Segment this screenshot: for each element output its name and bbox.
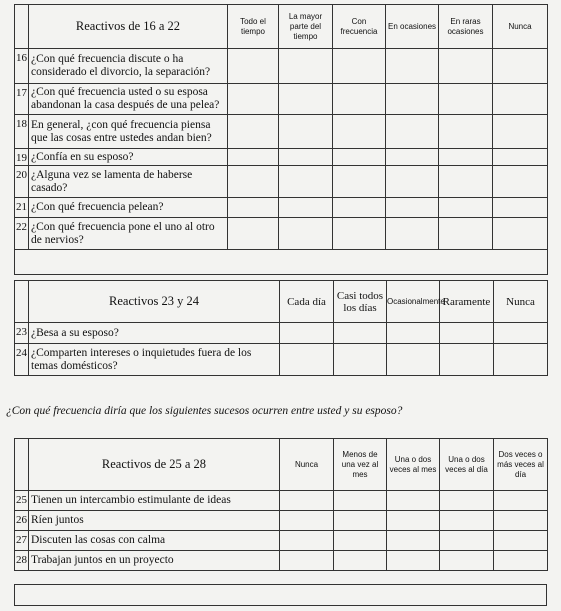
answer-cell[interactable]	[387, 551, 440, 571]
section-title: Reactivos de 16 a 22	[29, 5, 228, 49]
answer-cell[interactable]	[386, 49, 439, 84]
item-text: ¿Con qué frecuencia usted o su esposa abandonan la casa después de una pelea?	[29, 84, 228, 115]
col-header: Nunca	[493, 5, 548, 49]
answer-cell[interactable]	[279, 198, 333, 218]
answer-cell[interactable]	[280, 491, 334, 511]
item-text: Ríen juntos	[29, 511, 280, 531]
answer-cell[interactable]	[386, 115, 439, 149]
header-num-cell	[15, 281, 29, 323]
answer-cell[interactable]	[279, 84, 333, 115]
header-row	[15, 439, 548, 491]
col-header: Nunca	[494, 281, 548, 323]
col-header: Con frecuencia	[333, 5, 386, 49]
item-number: 27	[15, 531, 29, 551]
spacer-row	[15, 250, 548, 275]
blank-row	[15, 250, 548, 275]
item-number: 21	[15, 198, 29, 218]
answer-cell[interactable]	[493, 198, 548, 218]
table-reactivos-23-24	[14, 280, 548, 376]
item-text: ¿Confía en su esposo?	[29, 149, 228, 166]
table-reactivos-16-22	[14, 4, 548, 275]
table-reactivos-25-28	[14, 438, 548, 571]
item-text: En general, ¿con qué frecuencia piensa que las cosas entre ustedes andan bien?	[29, 115, 228, 149]
col-header: Nunca	[280, 439, 334, 491]
item-number: 25	[15, 491, 29, 511]
col-header: Una o dos veces al mes	[387, 439, 440, 491]
col-header: Cada día	[280, 281, 334, 323]
item-text: ¿Besa a su esposo?	[29, 323, 280, 344]
item-number: 17	[15, 84, 29, 115]
answer-cell[interactable]	[334, 531, 387, 551]
answer-cell[interactable]	[228, 198, 279, 218]
answer-cell[interactable]	[440, 551, 494, 571]
answer-cell[interactable]	[280, 323, 334, 344]
item-number: 26	[15, 511, 29, 531]
blank-bottom-box	[14, 584, 547, 606]
table-row	[15, 218, 548, 250]
header-row	[15, 5, 548, 49]
answer-cell[interactable]	[334, 551, 387, 571]
table-row	[15, 84, 548, 115]
answer-cell[interactable]	[439, 149, 493, 166]
answer-cell[interactable]	[333, 149, 386, 166]
answer-cell[interactable]	[440, 323, 494, 344]
col-header: La mayor parte del tiempo	[279, 5, 333, 49]
table-row	[15, 323, 548, 344]
answer-cell[interactable]	[494, 531, 548, 551]
item-number: 18	[15, 115, 29, 149]
item-number: 20	[15, 166, 29, 198]
answer-cell[interactable]	[493, 218, 548, 250]
item-number: 23	[15, 323, 29, 344]
answer-cell[interactable]	[493, 166, 548, 198]
answer-cell[interactable]	[279, 166, 333, 198]
item-text: ¿Comparten intereses o inquietudes fuera de los temas domésticos?	[29, 344, 280, 376]
answer-cell[interactable]	[280, 511, 334, 531]
answer-cell[interactable]	[493, 115, 548, 149]
answer-cell[interactable]	[439, 218, 493, 250]
answer-cell[interactable]	[280, 531, 334, 551]
answer-cell[interactable]	[493, 49, 548, 84]
table-row	[15, 166, 548, 198]
answer-cell[interactable]	[279, 49, 333, 84]
answer-cell[interactable]	[387, 344, 440, 376]
table-row	[15, 511, 548, 531]
col-header: Dos veces o más veces al día	[494, 439, 548, 491]
col-header: Una o dos veces al día	[440, 439, 494, 491]
item-text: ¿Con qué frecuencia pone el uno al otro de nervios?	[29, 218, 228, 250]
answer-cell[interactable]	[334, 323, 387, 344]
item-number: 28	[15, 551, 29, 571]
col-header: Todo el tiempo	[228, 5, 279, 49]
answer-cell[interactable]	[334, 344, 387, 376]
header-num-cell	[15, 5, 29, 49]
header-num-cell	[15, 439, 29, 491]
answer-cell[interactable]	[386, 84, 439, 115]
answer-cell[interactable]	[228, 149, 279, 166]
answer-cell[interactable]	[279, 218, 333, 250]
answer-cell[interactable]	[228, 218, 279, 250]
answer-cell[interactable]	[334, 511, 387, 531]
answer-cell[interactable]	[228, 115, 279, 149]
answer-cell[interactable]	[387, 511, 440, 531]
answer-cell[interactable]	[439, 166, 493, 198]
table-row	[15, 198, 548, 218]
item-number: 22	[15, 218, 29, 250]
answer-cell[interactable]	[439, 49, 493, 84]
table-row	[15, 49, 548, 84]
answer-cell[interactable]	[494, 323, 548, 344]
col-header: Raramente	[440, 281, 494, 323]
section-title: Reactivos 23 y 24	[29, 281, 280, 323]
table-row	[15, 531, 548, 551]
frequency-question: ¿Con qué frecuencia diría que los siguientes sucesos ocurren entre usted y su esposo?	[6, 405, 403, 417]
item-number: 19	[15, 149, 29, 166]
section-title: Reactivos de 25 a 28	[29, 439, 280, 491]
answer-cell[interactable]	[333, 198, 386, 218]
col-header: Ocasionalmente	[387, 281, 440, 323]
answer-cell[interactable]	[440, 344, 494, 376]
answer-cell[interactable]	[440, 531, 494, 551]
answer-cell[interactable]	[333, 84, 386, 115]
answer-cell[interactable]	[333, 218, 386, 250]
answer-cell[interactable]	[494, 551, 548, 571]
item-number: 16	[15, 49, 29, 84]
answer-cell[interactable]	[228, 49, 279, 84]
answer-cell[interactable]	[228, 166, 279, 198]
answer-cell[interactable]	[279, 149, 333, 166]
answer-cell[interactable]	[386, 166, 439, 198]
item-text: Trabajan juntos en un proyecto	[29, 551, 280, 571]
answer-cell[interactable]	[333, 115, 386, 149]
table-row	[15, 115, 548, 149]
item-text: ¿Con qué frecuencia pelean?	[29, 198, 228, 218]
answer-cell[interactable]	[493, 149, 548, 166]
answer-cell[interactable]	[439, 84, 493, 115]
col-header: Menos de una vez al mes	[334, 439, 387, 491]
col-header: En raras ocasiones	[439, 5, 493, 49]
answer-cell[interactable]	[440, 511, 494, 531]
item-text: ¿Alguna vez se lamenta de haberse casado?	[29, 166, 228, 198]
answer-cell[interactable]	[387, 531, 440, 551]
answer-cell[interactable]	[334, 491, 387, 511]
answer-cell[interactable]	[386, 198, 439, 218]
col-header: En ocasiones	[386, 5, 439, 49]
col-header: Casi todos los días	[334, 281, 387, 323]
answer-cell[interactable]	[493, 84, 548, 115]
answer-cell[interactable]	[228, 84, 279, 115]
item-text: ¿Con qué frecuencia discute o ha considerado el divorcio, la separación?	[29, 49, 228, 84]
item-text: Tienen un intercambio estimulante de ideas	[29, 491, 280, 511]
answer-cell[interactable]	[494, 491, 548, 511]
answer-cell[interactable]	[494, 344, 548, 376]
answer-cell[interactable]	[386, 218, 439, 250]
answer-cell[interactable]	[333, 166, 386, 198]
answer-cell[interactable]	[387, 323, 440, 344]
table-row	[15, 551, 548, 571]
answer-cell[interactable]	[333, 49, 386, 84]
table-row	[15, 149, 548, 166]
answer-cell[interactable]	[439, 115, 493, 149]
item-number: 24	[15, 344, 29, 376]
answer-cell[interactable]	[439, 198, 493, 218]
answer-cell[interactable]	[280, 344, 334, 376]
answer-cell[interactable]	[386, 149, 439, 166]
answer-cell[interactable]	[440, 491, 494, 511]
item-text: Discuten las cosas con calma	[29, 531, 280, 551]
answer-cell[interactable]	[494, 511, 548, 531]
header-row	[15, 281, 548, 323]
answer-cell[interactable]	[387, 491, 440, 511]
table-row	[15, 344, 548, 376]
answer-cell[interactable]	[280, 551, 334, 571]
table-row	[15, 491, 548, 511]
answer-cell[interactable]	[279, 115, 333, 149]
